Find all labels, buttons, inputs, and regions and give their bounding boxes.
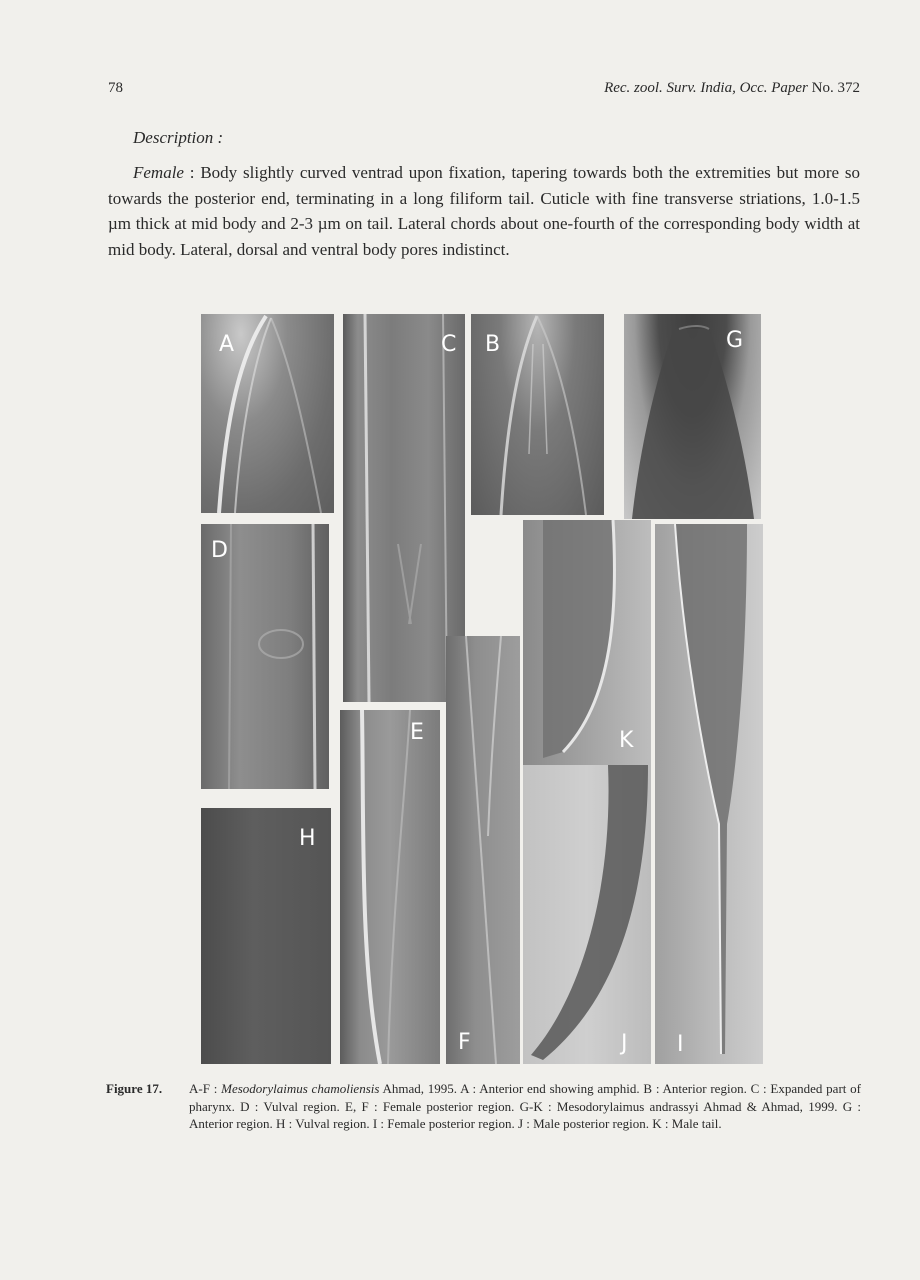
panel-g bbox=[624, 314, 761, 519]
caption-body: A-F : Mesodorylaimus chamoliensis Ahmad, 1995. A : Anterior end showing amphid. B : Anterior region. C : Expanded part of pharynx. D : Vulval region. E, F : Female posterior region. G-K : Mesodorylaimus andrassyi Ahmad & Ahmad, 1999. G : Anterior region. H : Vulval region. I : Female posterior region. J : Male posterior region. K : Male tail. bbox=[189, 1081, 861, 1131]
figure-label: Figure 17. bbox=[106, 1081, 163, 1096]
panel-j bbox=[523, 765, 651, 1064]
micrograph-e bbox=[340, 710, 440, 1064]
panel-label-g: G bbox=[726, 328, 744, 353]
panel-e bbox=[340, 710, 440, 1064]
panel-label-f: F bbox=[458, 1030, 471, 1055]
panel-d bbox=[201, 524, 329, 789]
panel-label-c: C bbox=[441, 332, 457, 357]
panel-label-j: J bbox=[621, 1031, 628, 1056]
panel-label-a: A bbox=[219, 332, 235, 357]
panel-label-h: H bbox=[299, 826, 316, 851]
panel-i bbox=[655, 524, 763, 1064]
running-head: Rec. zool. Surv. India, Occ. Paper No. 372 bbox=[604, 80, 860, 96]
panel-label-e: E bbox=[410, 720, 424, 745]
species-name: Mesodorylaimus chamoliensis bbox=[221, 1081, 380, 1096]
panel-label-i: I bbox=[677, 1032, 684, 1057]
panel-label-k: K bbox=[619, 728, 634, 753]
panel-b bbox=[471, 314, 604, 515]
panel-k bbox=[523, 520, 651, 765]
panel-h bbox=[201, 808, 331, 1064]
page-number: 78 bbox=[108, 80, 123, 96]
figure-caption bbox=[106, 1080, 861, 1131]
panel-a bbox=[201, 314, 334, 513]
paragraph-lead: Female bbox=[133, 163, 184, 182]
micrograph-i bbox=[655, 524, 763, 1064]
micrograph-f bbox=[446, 636, 520, 1064]
paragraph-text: : Body slightly curved ventrad upon fixation, tapering towards both the extremities but more so towards the posterior end, terminating in a long filiform tail. Cuticle with fine transverse striations, 1.0-1.5 µm thick at mid body and 2-3 µm on tail. Lateral chords about one-fourth of the corresponding body width at mid body. Lateral, dorsal and ventral body pores indistinct. bbox=[108, 163, 860, 259]
panel-label-b: B bbox=[485, 332, 501, 357]
panel-f bbox=[446, 636, 520, 1064]
section-heading: Description : bbox=[133, 128, 224, 147]
micrograph-j bbox=[523, 765, 651, 1064]
micrograph-d bbox=[201, 524, 329, 789]
panel-label-d: D bbox=[211, 538, 228, 563]
